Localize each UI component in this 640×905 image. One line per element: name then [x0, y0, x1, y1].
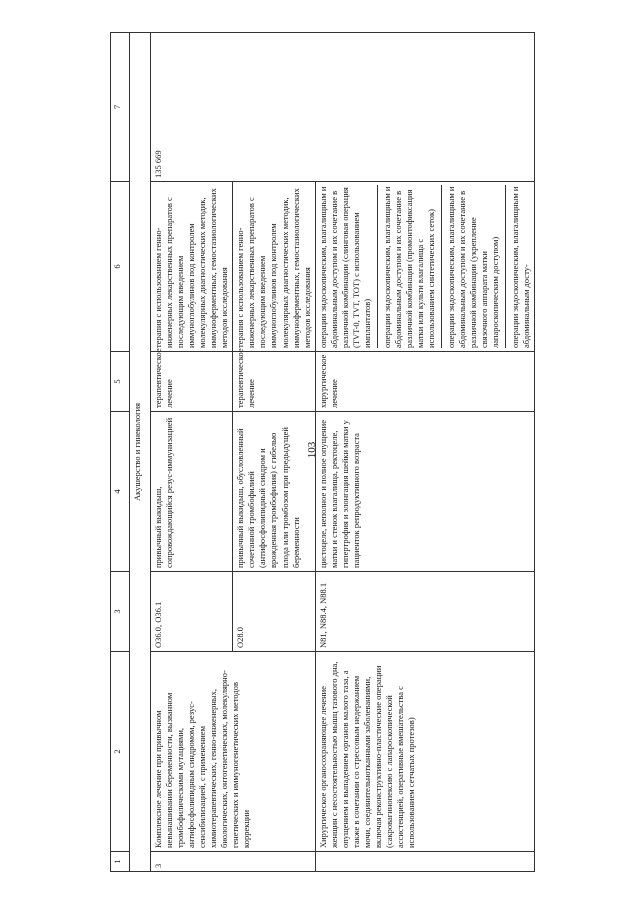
column-number-row — [111, 33, 130, 872]
table-row — [151, 33, 233, 872]
treatment-method: терапия с использованием генно-инженерных лекарственных препаратов с последующим введением иммуноглобулинов под контролем молекулярных диагностических методик, иммуноферментных, гемостазиологических методов исследования — [151, 182, 233, 352]
section-row — [130, 33, 151, 872]
patient-model: цистоцеле, неполное и полное опущение матки и стенок влагалища, ректоцеле, гипертрофия и элонгация шейки матки у пациенток репродуктивного возраста — [315, 412, 535, 572]
treatment-method: операции эндоскопическим, влагалищным и абдоминальным досту- — [510, 186, 532, 348]
icd-codes: O28.0 — [233, 572, 315, 652]
icd-codes: O36.0, O36.1 — [151, 572, 233, 652]
row-number: 3 — [151, 852, 316, 872]
treatment-method: терапия с использованием генно-инженерных лекарственных препаратов с последующим введением иммуноглобулинов под контролем молекулярных диагностических методик, иммуноферментных, гемостазиологических методов исследования — [233, 182, 315, 352]
group-name: Хирургическое органосохраняющее лечение женщин с несостоятельностью мышц тазового дна, опущением и выпадением органов малого таза, а также в сочетании со стрессовым недержанием мочи, соединительнотканными заболеваниями, включая реконструктивно-пластические операции (сакровагинопексию с лапароскопической ассистенцией, оперативные вмешательства с использованием сетчатых протезов) — [315, 652, 535, 852]
group-name: Комплексное лечение при привычном невынашивании беременности, вызванном тромбофилическими мутациями, антифосфолипидным синдромом, резус-сенсибилизацией, с применением химиотерапевтических, генно-инженерных, биологических, онтогенетических, молекулярно-генетических и иммуногенетических методов коррекции — [151, 652, 316, 852]
treatment-type: терапевтическое лечение — [233, 352, 315, 412]
section-title: Акушерство и гинекология — [130, 33, 151, 872]
treatment-methods — [315, 182, 535, 352]
services-table — [110, 32, 535, 872]
column-number: 4 — [111, 412, 130, 572]
treatment-type: терапевтическое лечение — [151, 352, 233, 412]
icd-codes: N81, N88.4, N88.1 — [315, 572, 535, 652]
price: 135 669 — [151, 33, 535, 182]
treatment-type: хирургическое лечение — [315, 352, 535, 412]
column-number: 5 — [111, 352, 130, 412]
column-number: 3 — [111, 572, 130, 652]
column-number: 7 — [111, 33, 130, 182]
treatment-method: операции эндоскопическим, влагалищным и абдоминальным доступом и их сочетание в различной комбинации (укрепление связочного аппарата матки лапароскопическим доступом) — [446, 185, 506, 348]
column-number: 2 — [111, 652, 130, 852]
treatment-method: операции эндоскопическим, влагалищным и абдоминальным доступом и их сочетание в различной комбинации (промонтофиксация матки или культи влагалища с использованием синтетических сеток) — [382, 185, 442, 348]
patient-model: привычный выкидыш, обусловленный сочетанной тромбофилией (антифосфолипидный синдром и врожденная тромбофилия) с гибелью плода или тромбозом при предыдущей беременности — [233, 412, 315, 572]
page-number: 103 — [306, 441, 318, 459]
patient-model: привычный выкидыш, сопровождающийся резус-иммунизацией — [151, 412, 233, 572]
row-number-empty — [315, 852, 535, 872]
treatment-method: операции эндоскопическим, влагалищным и абдоминальным доступом и их сочетание в различной комбинации (слинговая операция (TVT-0, TVT, TOT) с использованием имплантатов) — [318, 185, 378, 348]
column-number: 6 — [111, 182, 130, 352]
column-number: 1 — [111, 852, 130, 872]
rotated-table-container — [110, 32, 630, 872]
